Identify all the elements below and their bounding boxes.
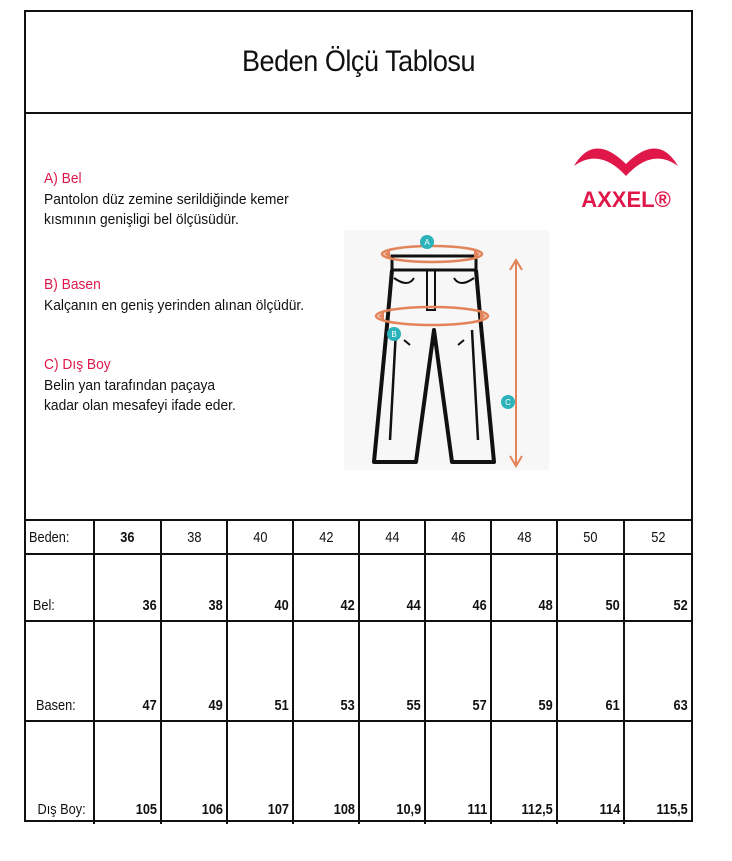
table-row-bel (26, 554, 691, 621)
section-basen (44, 276, 327, 316)
size-chart-frame (24, 10, 693, 822)
axxel-logo (566, 134, 686, 214)
table-cell: 46 (425, 554, 491, 621)
table-cell: 107 (227, 721, 293, 824)
row-label: Bel: (26, 554, 94, 621)
size-header: 40 (227, 520, 293, 554)
size-header: 44 (359, 520, 425, 554)
header-label: Beden: (26, 520, 94, 554)
table-cell: 59 (491, 621, 557, 721)
table-cell: 112,5 (491, 721, 557, 824)
pants-diagram (344, 230, 549, 470)
table-cell: 111 (425, 721, 491, 824)
table-cell: 10,9 (359, 721, 425, 824)
table-cell: 115,5 (624, 721, 691, 824)
table-row-dis-boy (26, 721, 691, 824)
row-label: Dış Boy: (26, 721, 94, 824)
table-cell: 52 (624, 554, 691, 621)
marker-a: A (424, 238, 430, 247)
row-label: Basen: (26, 621, 94, 721)
table-cell: 53 (293, 621, 359, 721)
section-bel (44, 170, 310, 230)
section-heading: B) Basen (44, 276, 101, 293)
table-cell: 49 (161, 621, 227, 721)
info-panel (26, 112, 691, 519)
size-header: 46 (425, 520, 491, 554)
table-cell: 61 (557, 621, 624, 721)
table-cell: 50 (557, 554, 624, 621)
table-cell: 47 (94, 621, 161, 721)
table-header-row (26, 520, 691, 554)
table-cell: 36 (94, 554, 161, 621)
brand-text: AXXEL® (581, 187, 671, 212)
title-box (26, 12, 691, 114)
table-cell: 48 (491, 554, 557, 621)
size-header: 38 (161, 520, 227, 554)
table-row-basen (26, 621, 691, 721)
table-cell: 105 (94, 721, 161, 824)
marker-b: B (391, 330, 397, 339)
page-title: Beden Ölçü Tablosu (241, 45, 476, 78)
table-cell: 114 (557, 721, 624, 824)
table-cell: 63 (624, 621, 691, 721)
size-header: 52 (624, 520, 691, 554)
table-cell: 40 (227, 554, 293, 621)
table-cell: 44 (359, 554, 425, 621)
table-cell: 106 (161, 721, 227, 824)
size-header: 36 (94, 520, 161, 554)
table-cell: 55 (359, 621, 425, 721)
section-heading: A) Bel (44, 170, 82, 187)
marker-c: C (505, 398, 511, 407)
section-heading: C) Dış Boy (44, 356, 111, 373)
section-text: Belin yan tarafından paçaya kadar olan mesafeyi ifade eder. (44, 377, 236, 414)
table-cell: 38 (161, 554, 227, 621)
section-text: Kalçanın en geniş yerinden alınan ölçüdür. (44, 297, 305, 314)
table-cell: 57 (425, 621, 491, 721)
table-cell: 108 (293, 721, 359, 824)
section-dis-boy (44, 356, 252, 416)
size-header: 48 (491, 520, 557, 554)
size-header: 42 (293, 520, 359, 554)
table-cell: 42 (293, 554, 359, 621)
size-header: 50 (557, 520, 624, 554)
table-cell: 51 (227, 621, 293, 721)
section-text: Pantolon düz zemine serildiğinde kemer kısmının genişligi bel ölçüsüdür. (44, 191, 289, 228)
size-table (26, 519, 691, 824)
